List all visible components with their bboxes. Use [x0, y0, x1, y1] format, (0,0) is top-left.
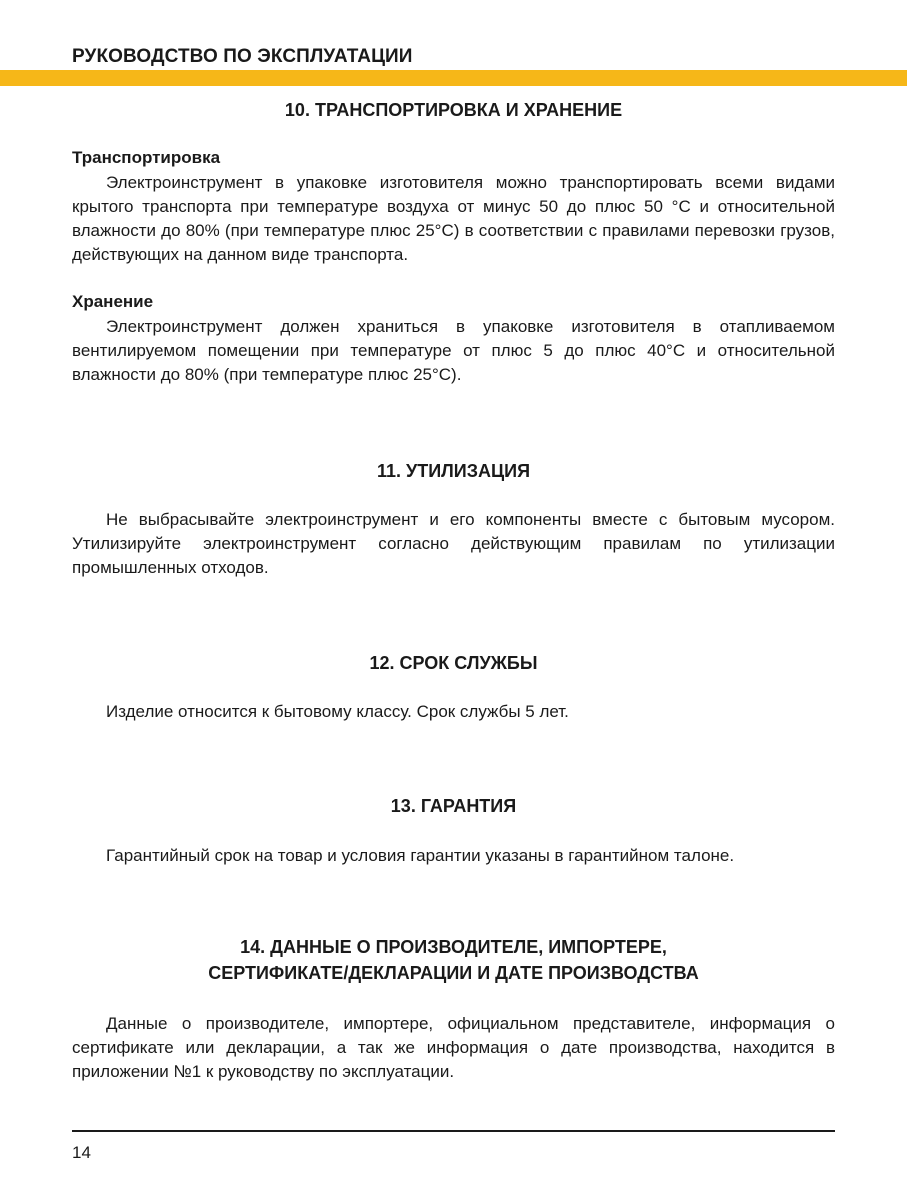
storage-paragraph: Электроинструмент должен храниться в упаковке изготовителя в отапливаемом вентилируемом помещении при температуре от плюс 5 до плюс 40°С и относительной влажности до 80% (при температуре плюс 25°С). [72, 317, 835, 384]
manual-title: РУКОВОДСТВО ПО ЭКСПЛУАТАЦИИ [72, 46, 413, 67]
warranty-paragraph: Гарантийный срок на товар и условия гарантии указаны в гарантийном талоне. [106, 846, 735, 865]
page-number: 14 [72, 1143, 91, 1162]
section-10-heading: 10. ТРАНСПОРТИРОВКА И ХРАНЕНИЕ [284, 100, 623, 120]
footer-divider [72, 1130, 835, 1132]
section-11-heading: 11. УТИЛИЗАЦИЯ [376, 461, 531, 481]
section-14-heading-line1: 14. ДАННЫЕ О ПРОИЗВОДИТЕЛЕ, ИМПОРТЕРЕ, [240, 937, 667, 957]
transport-paragraph: Электроинструмент в упаковке изготовителя можно транспортировать всеми видами крытого транспорта при температуре воздуха от минус 50 до плюс 50 °С и относительной влажности до 80% (при температуре плюс 25°С) в соответствии с правилами перевозки грузов, действующих на данном виде транспорта. [72, 173, 835, 264]
transport-subheading: Транспортировка [72, 148, 221, 167]
header-accent-bar [0, 70, 907, 86]
manufacturer-paragraph: Данные о производителе, импортере, официальном представителе, информация о сертификате или декларации, а так же информация о дате производства, находится в приложении №1 к руководству по эксплуатации. [72, 1014, 835, 1081]
section-14-heading-line2: СЕРТИФИКАТЕ/ДЕКЛАРАЦИИ И ДАТЕ ПРОИЗВОДСТВА [208, 963, 699, 983]
disposal-paragraph: Не выбрасывайте электроинструмент и его компоненты вместе с бытовым мусором. Утилизируйте электроинструмент согласно действующим правилам по утилизации промышленных отходов. [72, 510, 835, 577]
service-life-paragraph: Изделие относится к бытовому классу. Срок службы 5 лет. [106, 702, 569, 721]
section-13-heading: 13. ГАРАНТИЯ [390, 796, 517, 816]
section-12-heading: 12. СРОК СЛУЖБЫ [369, 653, 538, 673]
storage-subheading: Хранение [72, 292, 154, 311]
